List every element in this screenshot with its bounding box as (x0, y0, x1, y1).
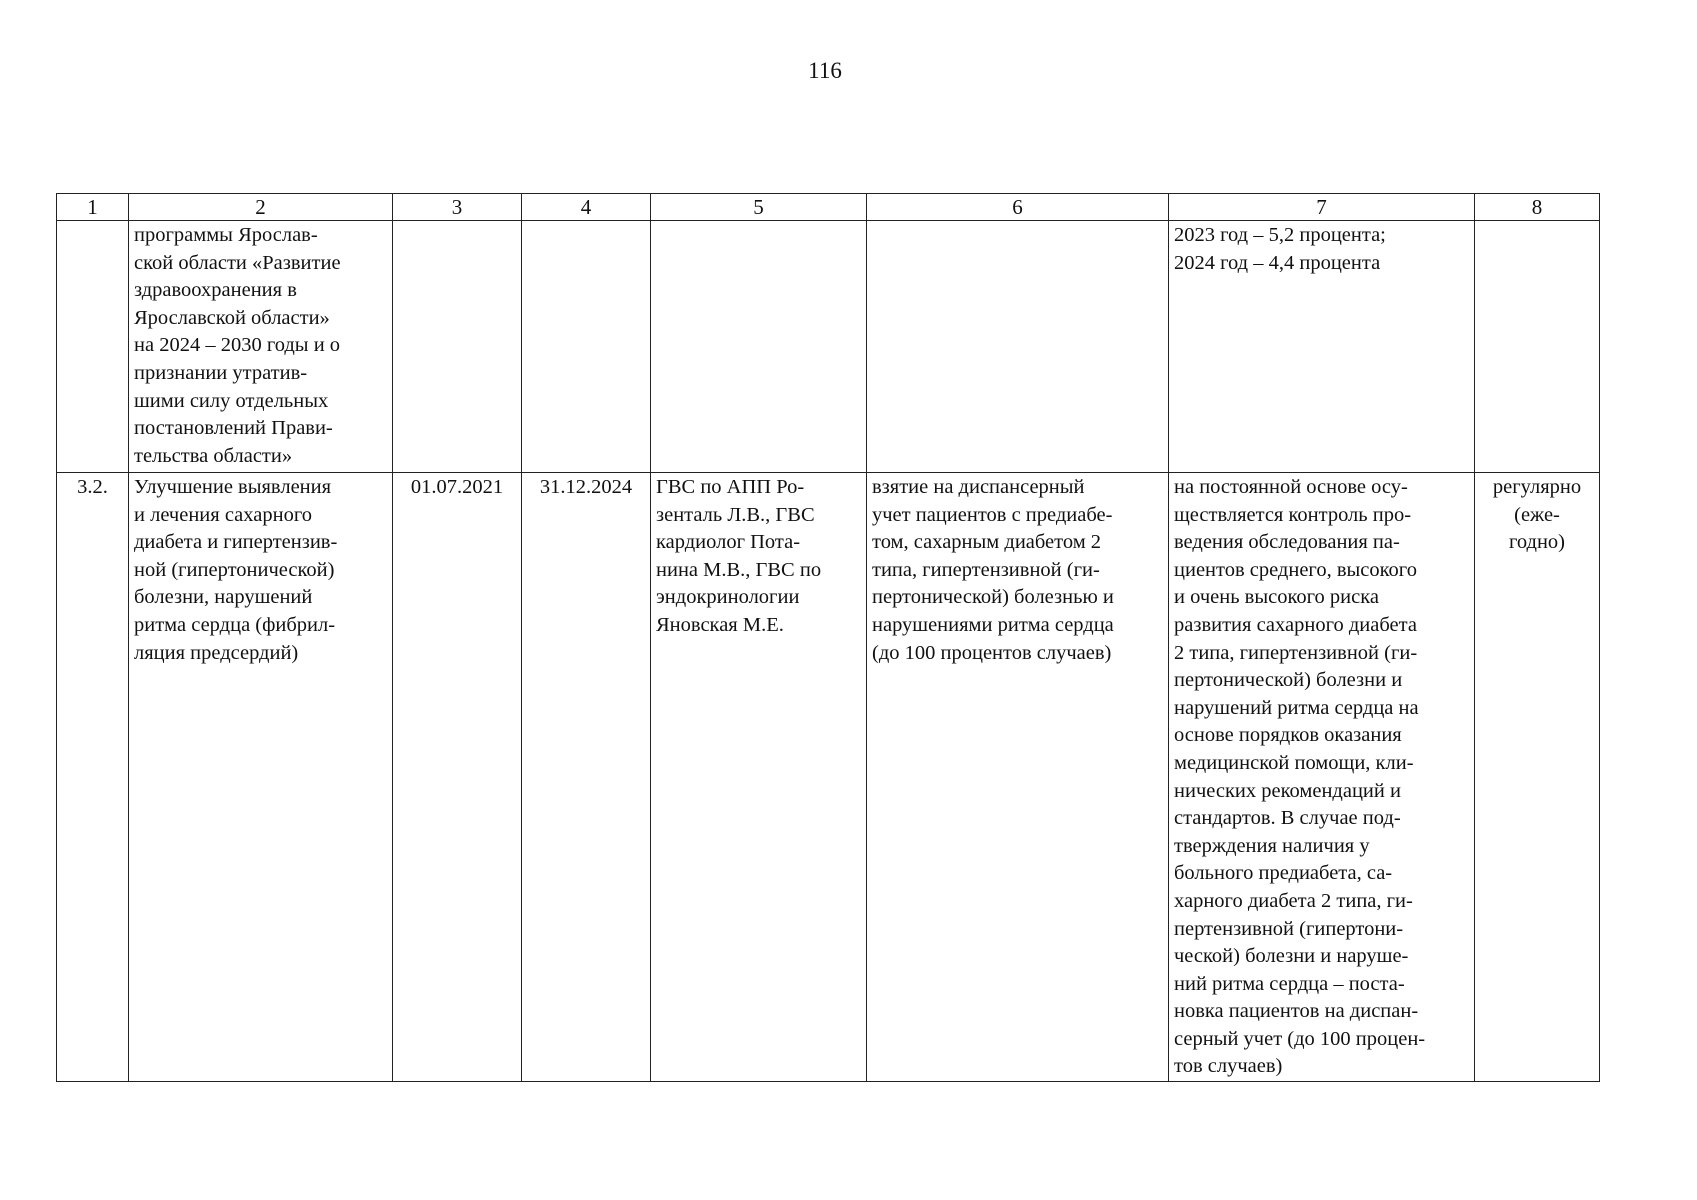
header-cell-7: 7 (1169, 194, 1475, 221)
cell-empty (522, 221, 651, 473)
text-line: серный учет (до 100 процен- (1174, 1027, 1426, 1050)
text-line: на 2024 – 2030 годы и о (134, 334, 341, 357)
text-line: Ярославской области» (134, 306, 330, 329)
header-cell-3: 3 (393, 194, 522, 221)
text-line: Улучшение выявления (134, 476, 332, 498)
text-line: кардиолог Пота- (656, 531, 801, 554)
text-line: здравоохранения в (134, 279, 297, 302)
text-line: основе порядков оказания (1174, 724, 1402, 747)
text-line: программы Ярослав- (134, 224, 318, 246)
row-number: 3.2. (57, 473, 129, 1082)
text-line: развития сахарного диабета (1174, 613, 1417, 636)
text-line: учет пациентов с предиабе- (872, 503, 1113, 526)
text-line: (еже- (1514, 503, 1560, 526)
text-line: пертонической) болезни и (1174, 669, 1403, 692)
text-line: нина М.В., ГВС по (656, 558, 822, 581)
text-line: регулярно (1492, 476, 1582, 498)
text-line: взятие на диспансерный (872, 476, 1085, 498)
text-line: ГВС по АПП Ро- (656, 476, 805, 498)
text-line: нических рекомендаций и (1174, 779, 1401, 802)
text-line: зенталь Л.В., ГВС (656, 503, 815, 526)
text-line: диабета и гипертензив- (134, 531, 338, 554)
expected-result (867, 473, 1169, 1082)
cell-indicator-values (1169, 221, 1475, 473)
text-line: пертензивной (гипертони- (1174, 917, 1404, 940)
end-date: 31.12.2024 (522, 473, 651, 1082)
text-line: медицинской помощи, кли- (1174, 751, 1414, 774)
cell-empty (867, 221, 1169, 473)
cell-empty (393, 221, 522, 473)
measure-name (129, 473, 393, 1082)
text-line: 2024 год – 4,4 процента (1174, 251, 1381, 274)
text-line: ний ритма сердца – поста- (1174, 972, 1405, 995)
text-line: ной (гипертонической) (134, 558, 335, 581)
frequency (1475, 473, 1600, 1082)
text-line: нарушений ритма сердца на (1174, 696, 1419, 719)
header-cell-2: 2 (129, 194, 393, 221)
responsible-persons (651, 473, 867, 1082)
text-line: Яновская М.Е. (656, 613, 784, 636)
text-line: на постоянной основе осу- (1174, 476, 1408, 498)
text-line: 2 типа, гипертензивной (ги- (1174, 641, 1418, 664)
table-row-continuation (57, 221, 1600, 473)
cell-program-title (129, 221, 393, 473)
text-line: годно) (1508, 531, 1566, 554)
text-line: харного диабета 2 типа, ги- (1174, 889, 1413, 912)
start-date: 01.07.2021 (393, 473, 522, 1082)
text-line: ществляется контроль про- (1174, 503, 1412, 526)
text-line: пертонической) болезнью и (872, 586, 1114, 609)
text-line: ведения обследования па- (1174, 531, 1400, 554)
text-line: шими силу отдельных (134, 389, 329, 412)
text-line: том, сахарным диабетом 2 (872, 531, 1102, 554)
text-line: тельства области» (134, 444, 293, 467)
text-line: стандартов. В случае под- (1174, 807, 1401, 830)
text-line: новка пациентов на диспан- (1174, 1000, 1419, 1023)
text-line: (до 100 процентов случаев) (872, 641, 1112, 664)
text-line: ритма сердца (фибрил- (134, 613, 336, 636)
header-cell-5: 5 (651, 194, 867, 221)
text-line: циентов среднего, высокого (1174, 558, 1417, 581)
text-line: нарушениями ритма сердца (872, 613, 1114, 636)
page-number: 116 (808, 58, 842, 83)
measure-description (1169, 473, 1475, 1082)
table-row-3-2 (57, 473, 1600, 1082)
cell-empty (1475, 221, 1600, 473)
text-line: и лечения сахарного (134, 503, 312, 526)
plan-table (56, 193, 1600, 1082)
text-line: ляция предсердий) (134, 641, 299, 664)
text-line: 2023 год – 5,2 процента; (1174, 224, 1386, 246)
header-cell-1: 1 (57, 194, 129, 221)
header-cell-4: 4 (522, 194, 651, 221)
text-line: тов случаев) (1174, 1055, 1283, 1078)
text-line: тверждения наличия у (1174, 834, 1370, 857)
text-line: и очень высокого риска (1174, 586, 1379, 609)
header-cell-8: 8 (1475, 194, 1600, 221)
text-line: больного предиабета, са- (1174, 862, 1393, 885)
header-cell-6: 6 (867, 194, 1169, 221)
text-line: болезни, нарушений (134, 586, 313, 609)
cell-empty (651, 221, 867, 473)
text-line: эндокринологии (656, 586, 800, 609)
text-line: постановлений Прави- (134, 417, 333, 440)
text-line: ской области «Развитие (134, 251, 341, 274)
text-line: типа, гипертензивной (ги- (872, 558, 1100, 581)
cell-empty (57, 221, 129, 473)
text-line: ческой) болезни и наруше- (1174, 945, 1409, 968)
header-row (57, 194, 1600, 221)
text-line: признании утратив- (134, 361, 308, 384)
